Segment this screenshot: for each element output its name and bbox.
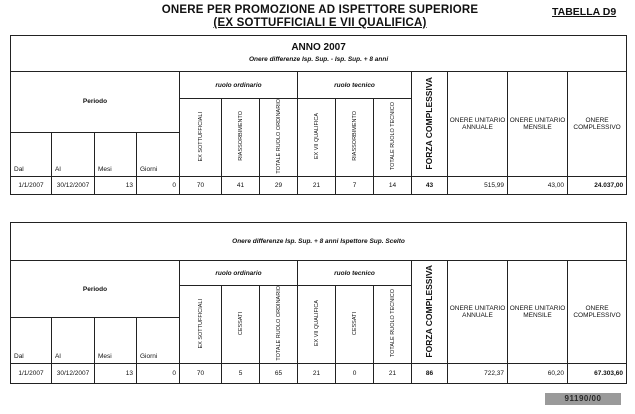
- table-2-heading: Onere differenze Isp. Sup. + 8 anni Ispettore Sup. Scelto: [11, 223, 627, 261]
- col-totale-ruolo-tecnico: TOTALE RUOLO TECNICO: [374, 286, 412, 364]
- cell-riassorbimento-tec: 7: [336, 176, 374, 194]
- label-al: Al: [52, 132, 95, 176]
- title-line-2: (EX SOTTUFFICIALI E VII QUALIFICA): [213, 17, 427, 29]
- cell-onere-complessivo: 67.303,60: [568, 363, 627, 383]
- cell-riassorbimento-ord: 41: [222, 176, 260, 194]
- col-ex-vii-qualifica: EX VII QUALIFICA: [298, 99, 336, 177]
- cell-mesi: 13: [95, 363, 137, 383]
- onere-complessivo-header: ONERE COMPLESSIVO: [568, 261, 627, 364]
- cell-mesi: 13: [95, 176, 137, 194]
- label-al: Al: [52, 318, 95, 363]
- year-label: ANNO 2007: [291, 41, 346, 53]
- cell-ex-sottufficiali: 70: [180, 176, 222, 194]
- col-ex-vii-qualifica: EX VII QUALIFICA: [298, 286, 336, 364]
- periodo-header: Periodo: [11, 261, 180, 318]
- tabella-label: TABELLA D9: [552, 6, 617, 18]
- cell-cessati-tec: 0: [336, 363, 374, 383]
- cell-onere-complessivo: 24.037,00: [568, 176, 627, 194]
- col-cessati-tec: CESSATI: [336, 286, 374, 364]
- cell-totale-ordinario: 29: [260, 176, 298, 194]
- onere-unitario-annuale-header: ONERE UNITARIO ANNUALE: [448, 261, 508, 364]
- col-totale-ruolo-tecnico: TOTALE RUOLO TECNICO: [374, 99, 412, 177]
- label-giorni: Giorni: [137, 132, 180, 176]
- cell-giorni: 0: [137, 176, 180, 194]
- cell-cessati-ord: 5: [222, 363, 260, 383]
- table-isp-sup-scelto: [10, 222, 627, 384]
- cell-forza: 86: [412, 363, 448, 383]
- heading-text: Onere differenze Isp. Sup. - Isp. Sup. + 8 anni: [249, 55, 389, 63]
- col-totale-ruolo-ordinario: TOTALE RUOLO ORDINARIO: [260, 286, 298, 364]
- cell-forza: 43: [412, 176, 448, 194]
- col-riassorbimento-ord: RIASSORBIMENTO: [222, 99, 260, 177]
- periodo-header: Periodo: [11, 72, 180, 133]
- ruolo-tecnico-header: ruolo tecnico: [298, 261, 412, 286]
- cell-onere-annuale: 515,99: [448, 176, 508, 194]
- label-giorni: Giorni: [137, 318, 180, 363]
- onere-complessivo-header: ONERE COMPLESSIVO: [568, 72, 627, 177]
- col-totale-ruolo-ordinario: TOTALE RUOLO ORDINARIO: [260, 99, 298, 177]
- onere-unitario-annuale-header: ONERE UNITARIO ANNUALE: [448, 72, 508, 177]
- page-stamp: 91190/00: [545, 393, 621, 405]
- label-dal: Dal: [11, 318, 52, 363]
- cell-onere-mensile: 43,00: [508, 176, 568, 194]
- cell-al: 30/12/2007: [52, 176, 95, 194]
- ruolo-tecnico-header: ruolo tecnico: [298, 72, 412, 99]
- cell-giorni: 0: [137, 363, 180, 383]
- table-1-heading: [11, 36, 627, 72]
- ruolo-ordinario-header: ruolo ordinario: [180, 72, 298, 99]
- ruolo-ordinario-header: ruolo ordinario: [180, 261, 298, 286]
- cell-al: 30/12/2007: [52, 363, 95, 383]
- table-row: [11, 363, 627, 383]
- cell-totale-tecnico: 21: [374, 363, 412, 383]
- forza-header: FORZA COMPLESSIVA: [412, 72, 448, 177]
- document-title: [140, 4, 500, 30]
- cell-totale-tecnico: 14: [374, 176, 412, 194]
- cell-ex-vii-qualifica: 21: [298, 176, 336, 194]
- cell-dal: 1/1/2007: [11, 363, 52, 383]
- col-riassorbimento-tec: RIASSORBIMENTO: [336, 99, 374, 177]
- label-dal: Dal: [11, 132, 52, 176]
- forza-header: FORZA COMPLESSIVA: [412, 261, 448, 364]
- col-ex-sottufficiali: EX SOTTUFFICIALI: [180, 286, 222, 364]
- table-row: [11, 176, 627, 194]
- col-cessati-ord: CESSATI: [222, 286, 260, 364]
- cell-onere-mensile: 60,20: [508, 363, 568, 383]
- col-ex-sottufficiali: EX SOTTUFFICIALI: [180, 99, 222, 177]
- cell-ex-sottufficiali: 70: [180, 363, 222, 383]
- label-mesi: Mesi: [95, 132, 137, 176]
- cell-ex-vii-qualifica: 21: [298, 363, 336, 383]
- onere-unitario-mensile-header: ONERE UNITARIO MENSILE: [508, 72, 568, 177]
- title-line-1: ONERE PER PROMOZIONE AD ISPETTORE SUPERIORE: [161, 4, 479, 16]
- onere-unitario-mensile-header: ONERE UNITARIO MENSILE: [508, 261, 568, 364]
- cell-onere-annuale: 722,37: [448, 363, 508, 383]
- table-isp-sup-8-anni: [10, 35, 627, 195]
- cell-dal: 1/1/2007: [11, 176, 52, 194]
- cell-totale-ordinario: 65: [260, 363, 298, 383]
- label-mesi: Mesi: [95, 318, 137, 363]
